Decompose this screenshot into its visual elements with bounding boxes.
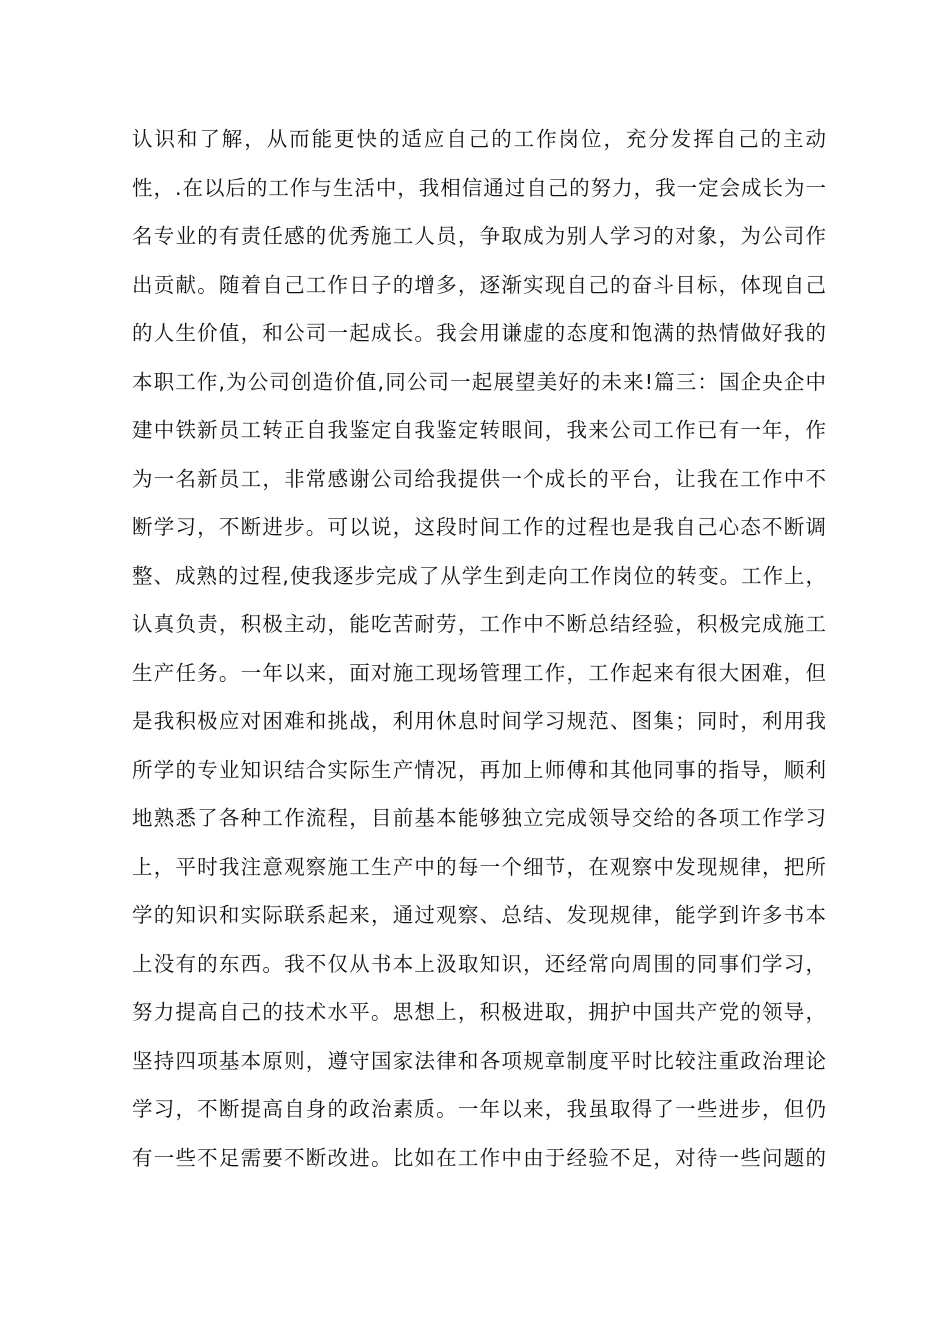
text-line: 性，.在以后的工作与生活中，我相信通过自己的努力，我一定会成长为一 [132,175,826,200]
text-line: 努力提高自己的技术水平。思想上，积极进取，拥护中国共产党的领导， [132,1000,826,1024]
text-line: 本职工作,为公司创造价值,同公司一起展望美好的未来!篇三：国企央企中 [132,369,826,394]
text-line: 认识和了解，从而能更快的适应自己的工作岗位，充分发挥自己的主动 [132,127,826,151]
text-line: 的人生价值，和公司一起成长。我会用谦虚的态度和饱满的热情做好我的 [132,321,826,345]
text-line: 上，平时我注意观察施工生产中的每一个细节，在观察中发现规律，把所 [132,854,826,879]
text-line: 名专业的有责任感的优秀施工人员，争取成为别人学习的对象，为公司作 [132,224,826,248]
text-line: 坚持四项基本原则，遵守国家法律和各项规章制度平时比较注重政治理论 [132,1048,826,1073]
text-line: 学习，不断提高自身的政治素质。一年以来，我虽取得了一些进步，但仍 [132,1097,826,1121]
text-line: 地熟悉了各种工作流程，目前基本能够独立完成领导交给的各项工作学习 [132,806,826,830]
text-line: 为一名新员工，非常感谢公司给我提供一个成长的平台，让我在工作中不 [132,466,826,491]
body-text [132,118,826,1185]
text-line: 建中铁新员工转正自我鉴定自我鉴定转眼间，我来公司工作已有一年，作 [132,418,826,442]
text-line: 断学习，不断进步。可以说，这段时间工作的过程也是我自己心态不断调 [132,515,826,539]
text-line: 上没有的东西。我不仅从书本上汲取知识，还经常向周围的同事们学习， [132,951,826,976]
text-line: 认真负责，积极主动，能吃苦耐劳，工作中不断总结经验，积极完成施工 [132,612,826,636]
text-line: 是我积极应对困难和挑战，利用休息时间学习规范、图集；同时，利用我 [132,709,826,733]
text-line: 所学的专业知识结合实际生产情况，再加上师傅和其他同事的指导，顺利 [132,757,826,782]
text-line: 出贡献。随着自己工作日子的增多，逐渐实现自己的奋斗目标，体现自己 [132,272,826,297]
text-line: 学的知识和实际联系起来，通过观察、总结、发现规律，能学到许多书本 [132,903,826,927]
text-line: 整、成熟的过程,使我逐步完成了从学生到走向工作岗位的转变。工作上， [132,563,826,588]
text-line: 生产任务。一年以来，面对施工现场管理工作，工作起来有很大困难，但 [132,660,826,685]
text-line: 有一些不足需要不断改进。比如在工作中由于经验不足，对待一些问题的 [132,1145,826,1170]
